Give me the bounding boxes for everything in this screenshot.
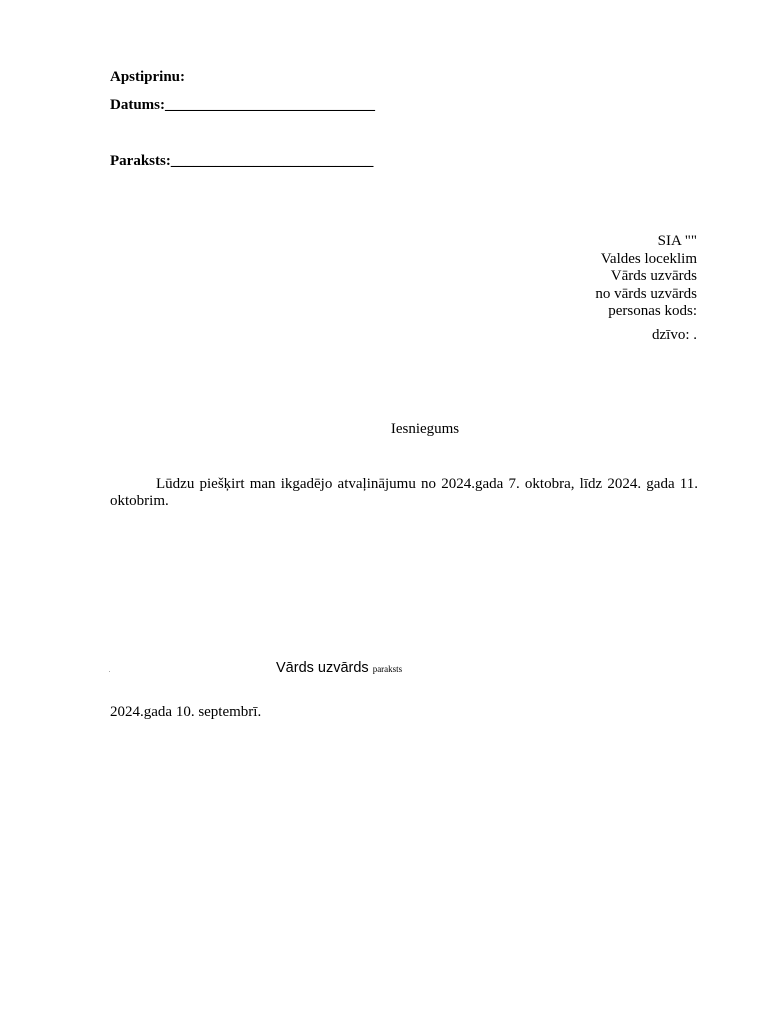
approval-date-line: Datums:____________________________: [110, 97, 375, 113]
approve-label: Apstiprinu:: [110, 69, 186, 85]
document-title: Iesniegums: [390, 421, 460, 437]
signature-label: paraksts: [372, 664, 403, 674]
signature-name: Vārds uzvārds: [276, 660, 369, 676]
signature-row: [276, 659, 402, 677]
recipient-company: SIA "": [657, 233, 697, 249]
approval-signature-line: Paraksts:___________________________: [110, 153, 374, 169]
residence: dzīvo: .: [652, 326, 697, 343]
application-body: Lūdzu piešķirt man ikgadējo atvaļinājumu no 2024.gada 7. oktobra, līdz 2024. gada 11. oktobrim.: [110, 476, 698, 509]
recipient-position: Valdes loceklim: [600, 250, 697, 267]
margin-mark: [109, 671, 110, 672]
personal-code: personas kods:: [608, 303, 697, 319]
sender-name: no vārds uzvārds: [595, 285, 697, 302]
recipient-name: Vārds uzvārds: [610, 268, 697, 284]
submission-date: 2024.gada 10. septembrī.: [110, 704, 262, 720]
recipient-block: [595, 233, 697, 344]
